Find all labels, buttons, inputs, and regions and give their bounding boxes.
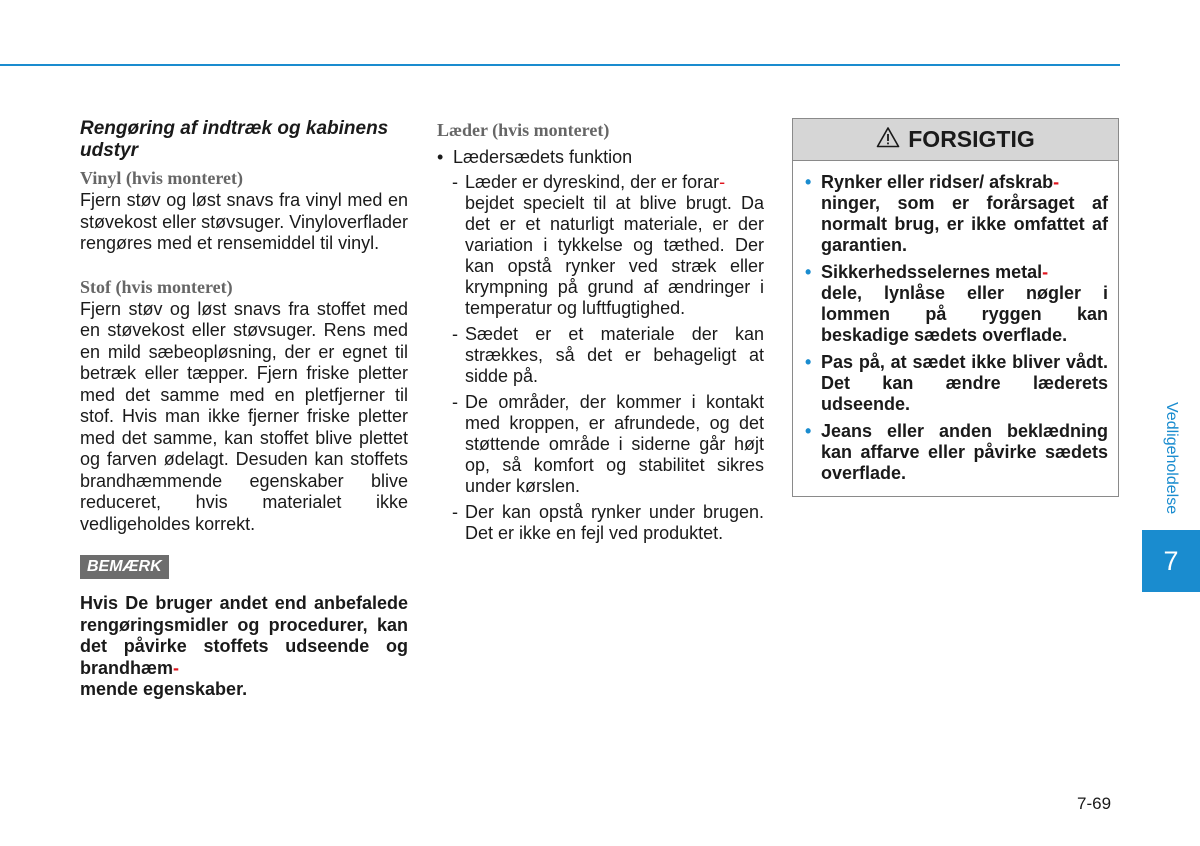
vinyl-heading: Vinyl (hvis monteret)	[80, 168, 243, 188]
caution-item: • Sikkerhedsselernes metal- dele, lynlåse eller nøgler i lommen på ryggen kan beskadige sædets overflade.	[805, 262, 1108, 345]
caution-box	[792, 118, 1119, 497]
list-item: - Sædet er et materiale der kan strækkes, så det er behageligt at sidde på.	[452, 324, 764, 386]
caution-item: • Jeans eller anden beklædning kan affarve eller påvirke sædets overflade.	[805, 421, 1108, 483]
warning-triangle-icon	[876, 126, 900, 153]
left-column	[80, 118, 408, 701]
section-title: Rengøring af indtræk og kabinens udstyr	[80, 118, 389, 161]
middle-column	[437, 118, 764, 549]
note-badge: BEMÆRK	[80, 555, 169, 579]
stof-heading: Stof (hvis monteret)	[80, 276, 233, 297]
right-column	[792, 118, 1119, 497]
vinyl-text: Fjern støv og løst snavs fra vinyl med en støvekost eller støvsuger. Vinyloverflader rengøres med et rensemiddel til vinyl.	[80, 190, 408, 253]
caution-title: FORSIGTIG	[908, 126, 1035, 152]
stof-text: Fjern støv og løst snavs fra stoffet med en støvekost eller støvsuger. Rens med en mild sæbeopløsning, der er egnet til betræk eller tæpper. Fjern friske pletter med det samme med en pletfjerner til stof. Hvis man ikke fjerner friske pletter med det samme, kan stoffet blive plettet og farven ødelagt. Desuden kan stoffets brandhæmmende egenskaber blive reduceret, hvis materialet ikke vedligeholdes korrekt.	[80, 298, 408, 534]
caution-body	[793, 161, 1118, 496]
page-number: 7-69	[1077, 794, 1112, 813]
top-rule	[0, 64, 1120, 66]
caution-item: • Pas på, at sædet ikke bliver vådt. Det kan ændre læderets udseende.	[805, 352, 1108, 414]
chapter-label: Vedligeholdelse	[1163, 402, 1180, 515]
leather-list	[437, 172, 764, 544]
leather-bullet: • Lædersædets funktion	[437, 147, 633, 167]
list-item: - Læder er dyreskind, der er forar- bejdet specielt til at blive brugt. Da det er et naturligt materiale, er der variation i tykkelse og tæthed. Der kan opstå rynker ved stræk eller krympning på grund af ændringer i temperatur og luftfugtighed.	[452, 172, 764, 318]
chapter-tab: 7	[1142, 530, 1200, 592]
note-text: Hvis De bruger andet end anbefalede rengøringsmidler og procedurer, kan det påvirke stoffets udseende og brandhæm- mende egenskaber.	[80, 593, 408, 699]
leather-heading: Læder (hvis monteret)	[437, 120, 610, 140]
list-item: - De områder, der kommer i kontakt med kroppen, er afrundede, og det støttende område i siderne går højt op, så komfort og stabilitet sikres under kørslen.	[452, 392, 764, 496]
list-item: - Der kan opstå rynker under brugen. Det er ikke en fejl ved produktet.	[452, 502, 764, 543]
caution-item: • Rynker eller ridser/ afskrab- ninger, som er forårsaget af normalt brug, er ikke omfattet af garantien.	[805, 172, 1108, 255]
caution-header	[793, 119, 1118, 161]
